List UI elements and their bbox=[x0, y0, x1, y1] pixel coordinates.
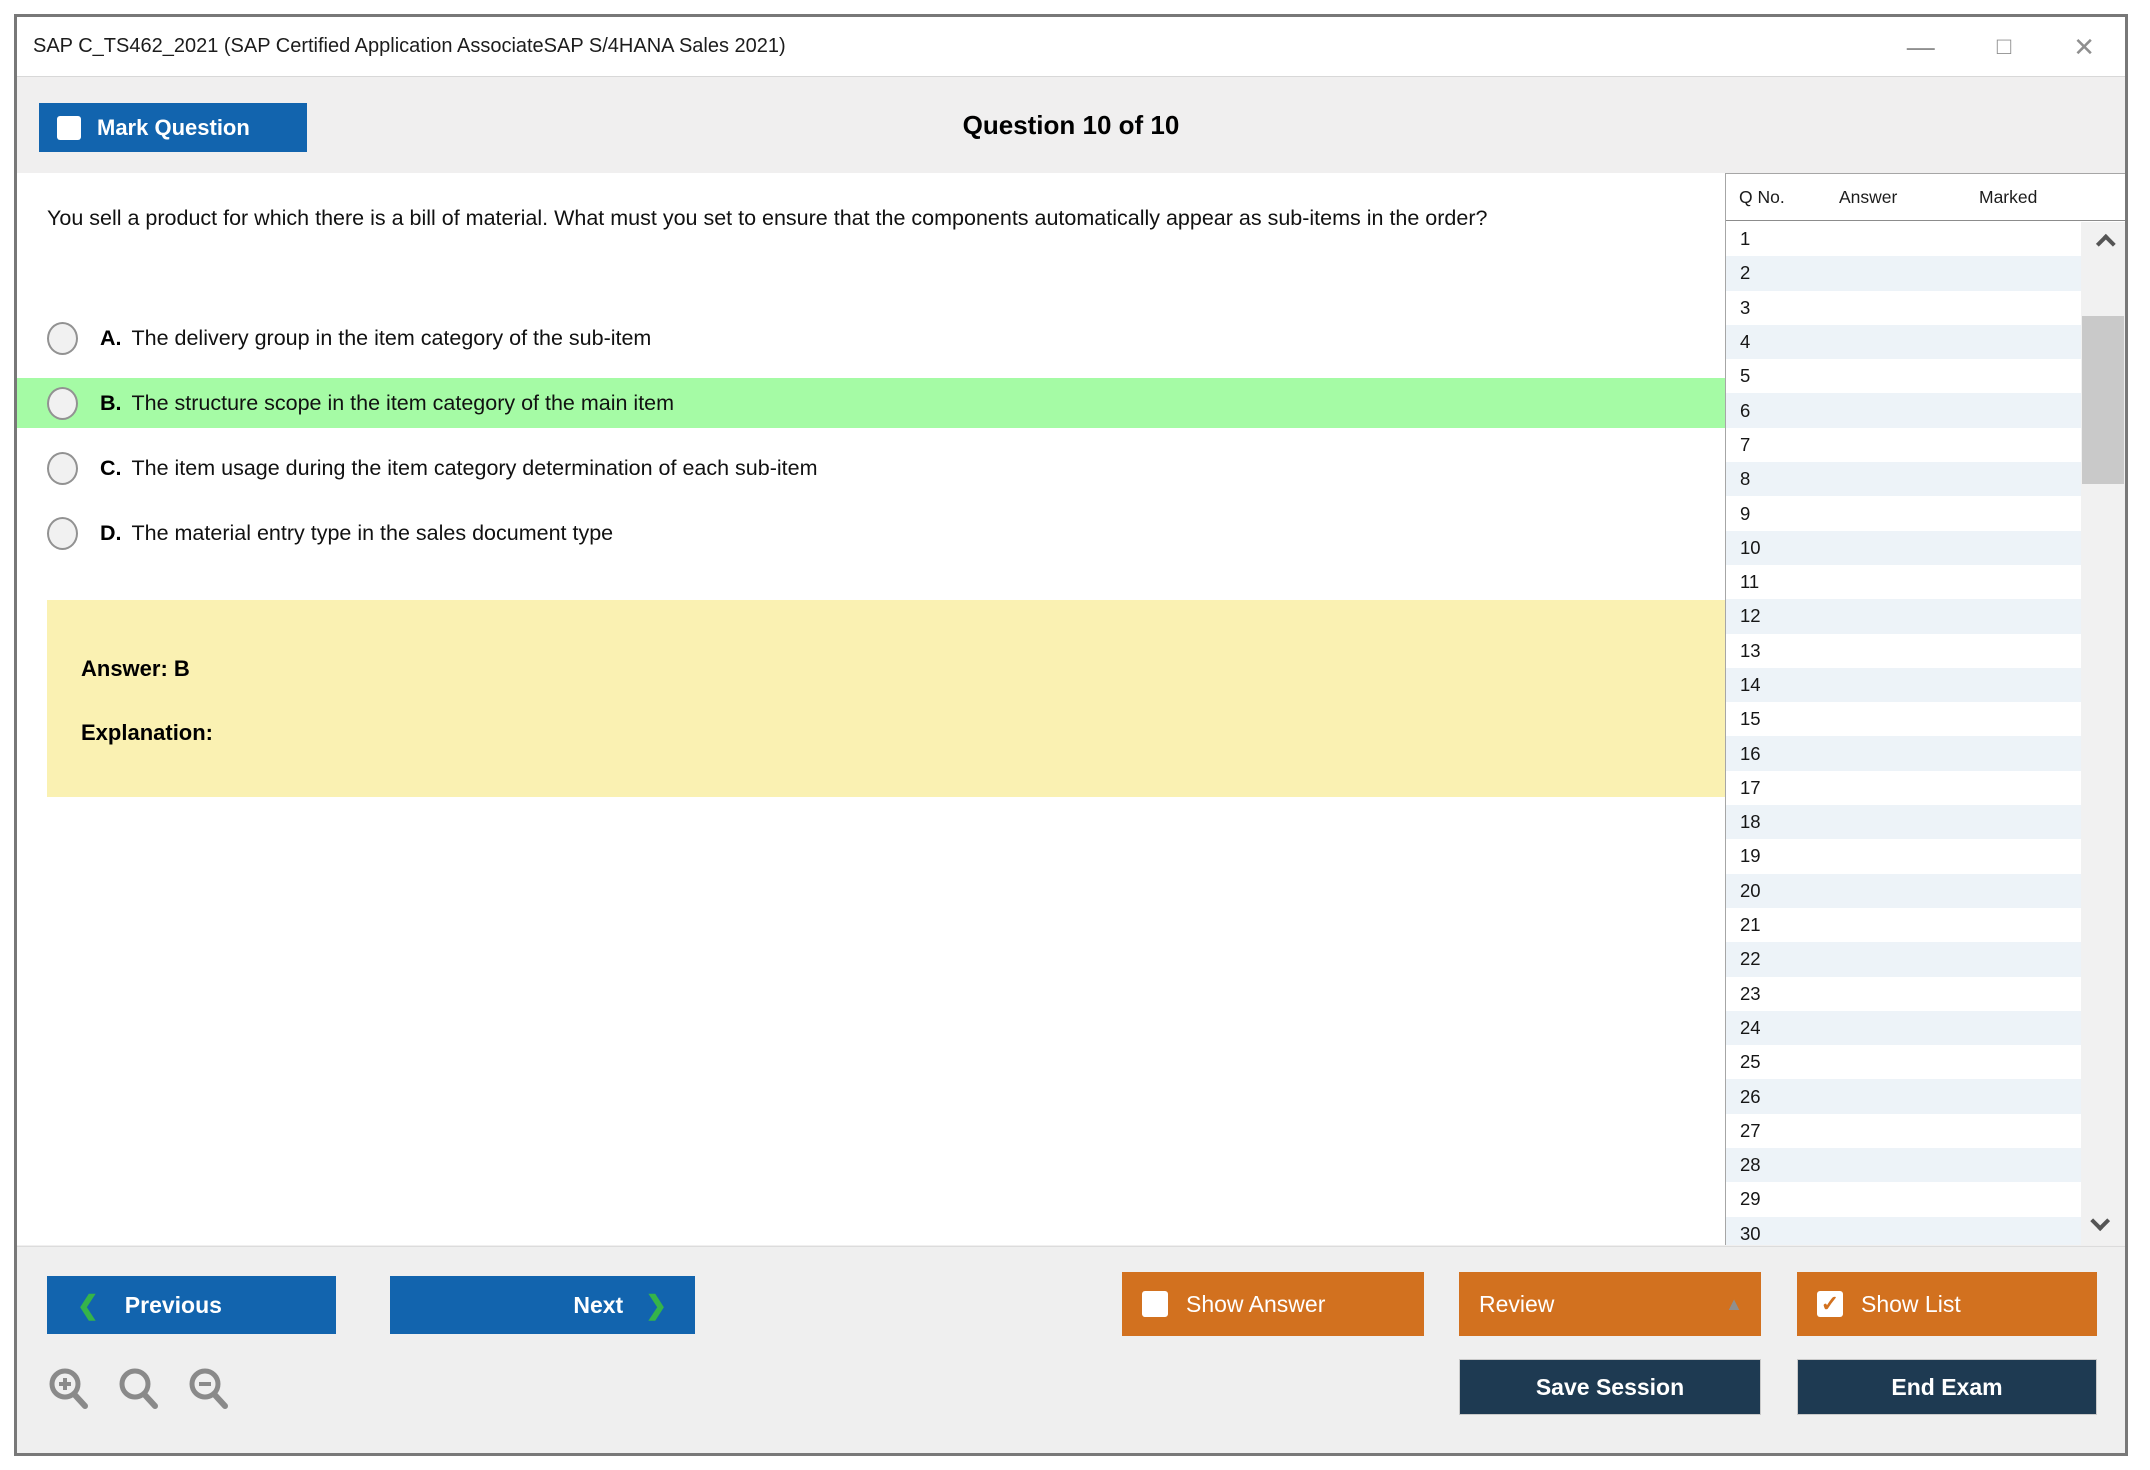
question-list-row-8[interactable] bbox=[1726, 462, 2081, 496]
question-number: 26 bbox=[1740, 1085, 1761, 1107]
radio-button-icon[interactable] bbox=[47, 452, 78, 485]
radio-button-icon[interactable] bbox=[47, 322, 78, 355]
next-button[interactable] bbox=[390, 1276, 695, 1334]
explanation-label: Explanation: bbox=[81, 720, 214, 745]
question-number: 20 bbox=[1740, 879, 1761, 901]
next-label: Next bbox=[573, 1291, 624, 1318]
question-list-row-21[interactable] bbox=[1726, 908, 2081, 942]
app-window bbox=[14, 14, 2128, 1456]
minimize-icon[interactable]: — bbox=[1906, 31, 1935, 62]
question-list-row-9[interactable] bbox=[1726, 496, 2081, 530]
question-list bbox=[1726, 222, 2081, 1245]
question-number: 15 bbox=[1740, 708, 1761, 730]
question-number: 8 bbox=[1740, 468, 1751, 490]
question-list-row-3[interactable] bbox=[1726, 291, 2081, 325]
mark-question-button[interactable] bbox=[39, 103, 307, 152]
show-list-button[interactable] bbox=[1797, 1272, 2097, 1336]
radio-button-icon[interactable] bbox=[47, 517, 78, 550]
scroll-down-icon bbox=[2090, 1211, 2110, 1231]
question-list-row-25[interactable] bbox=[1726, 1045, 2081, 1079]
question-list-row-2[interactable] bbox=[1726, 256, 2081, 290]
option-letter: A. bbox=[100, 325, 122, 350]
option-letter: D. bbox=[100, 520, 122, 545]
column-header-qno: Q No. bbox=[1739, 186, 1785, 207]
question-list-row-10[interactable] bbox=[1726, 531, 2081, 565]
maximize-icon[interactable]: □ bbox=[1996, 33, 2012, 60]
show-list-checked-checkbox-icon[interactable]: ✓ bbox=[1817, 1291, 1843, 1317]
review-button[interactable] bbox=[1459, 1272, 1761, 1336]
question-number: 28 bbox=[1740, 1154, 1761, 1176]
chevron-left-icon: ❮ bbox=[77, 1289, 99, 1320]
zoom-reset-icon[interactable] bbox=[115, 1365, 163, 1413]
question-list-row-14[interactable] bbox=[1726, 668, 2081, 702]
question-number: 24 bbox=[1740, 1016, 1761, 1038]
question-number: 25 bbox=[1740, 1051, 1761, 1073]
save-session-label: Save Session bbox=[1535, 1373, 1685, 1400]
question-number: 14 bbox=[1740, 674, 1761, 695]
option-letter: C. bbox=[100, 455, 122, 480]
question-counter: Question 10 of 10 bbox=[962, 110, 1180, 140]
window-title: SAP C_TS462_2021 (SAP Certified Application AssociateSAP S/4HANA Sales 2021) bbox=[33, 35, 786, 57]
mark-question-label: Mark Question bbox=[97, 114, 250, 140]
option-row-a[interactable] bbox=[17, 313, 1727, 363]
header-strip bbox=[17, 78, 2125, 173]
zoom-out-icon[interactable] bbox=[185, 1365, 233, 1413]
column-header-answer: Answer bbox=[1839, 186, 1898, 207]
scroll-down-button[interactable] bbox=[2081, 1205, 2125, 1243]
option-row-d[interactable] bbox=[17, 508, 1727, 558]
question-list-row-4[interactable] bbox=[1726, 325, 2081, 359]
question-list-row-1[interactable] bbox=[1726, 222, 2081, 256]
question-number: 29 bbox=[1740, 1188, 1761, 1210]
question-number: 19 bbox=[1740, 845, 1761, 867]
question-list-scrollbar[interactable] bbox=[2081, 222, 2125, 1245]
option-row-c[interactable] bbox=[17, 443, 1727, 493]
question-number: 6 bbox=[1740, 399, 1751, 421]
footer-bar bbox=[17, 1246, 2125, 1453]
question-list-row-23[interactable] bbox=[1726, 977, 2081, 1011]
question-number: 7 bbox=[1740, 433, 1751, 455]
question-list-row-16[interactable] bbox=[1726, 736, 2081, 770]
question-number: 10 bbox=[1740, 536, 1761, 558]
question-number: 16 bbox=[1740, 742, 1761, 764]
window-controls bbox=[1907, 17, 2095, 77]
question-number: 17 bbox=[1740, 776, 1761, 798]
question-list-header bbox=[1726, 174, 2125, 221]
scrollbar-thumb[interactable] bbox=[2082, 316, 2124, 484]
title-bar bbox=[17, 17, 2125, 77]
question-list-row-29[interactable] bbox=[1726, 1182, 2081, 1216]
radio-button-icon[interactable] bbox=[47, 387, 78, 420]
question-list-row-20[interactable] bbox=[1726, 874, 2081, 908]
show-answer-label: Show Answer bbox=[1186, 1290, 1326, 1317]
question-number: 21 bbox=[1740, 914, 1761, 936]
review-label: Review bbox=[1479, 1290, 1555, 1317]
zoom-in-icon[interactable] bbox=[45, 1365, 93, 1413]
question-list-row-18[interactable] bbox=[1726, 805, 2081, 839]
question-number: 18 bbox=[1740, 811, 1761, 833]
question-list-row-24[interactable] bbox=[1726, 1011, 2081, 1045]
options-list bbox=[17, 313, 1727, 573]
option-letter: B. bbox=[100, 390, 122, 415]
close-icon[interactable]: ✕ bbox=[2073, 32, 2095, 62]
show-list-label: Show List bbox=[1861, 1290, 1961, 1317]
question-number: 22 bbox=[1740, 948, 1761, 970]
question-list-row-22[interactable] bbox=[1726, 942, 2081, 976]
scroll-up-button[interactable] bbox=[2081, 222, 2125, 260]
option-text: The structure scope in the item category of the main item bbox=[131, 390, 675, 415]
question-number: 2 bbox=[1740, 262, 1751, 284]
question-number: 13 bbox=[1740, 639, 1761, 661]
question-list-row-26[interactable] bbox=[1726, 1079, 2081, 1113]
option-text: The item usage during the item category determination of each sub-item bbox=[131, 455, 818, 480]
triangle-up-icon: ▲ bbox=[1725, 1293, 1743, 1314]
answer-label: Answer: B bbox=[81, 656, 190, 681]
question-list-row-19[interactable] bbox=[1726, 839, 2081, 873]
answer-box bbox=[47, 600, 1728, 797]
question-number: 30 bbox=[1740, 1222, 1761, 1244]
scroll-up-icon bbox=[2096, 234, 2116, 254]
question-list-row-6[interactable] bbox=[1726, 393, 2081, 427]
previous-button[interactable] bbox=[47, 1276, 336, 1334]
show-answer-checkbox-icon[interactable] bbox=[1142, 1291, 1168, 1317]
question-list-row-15[interactable] bbox=[1726, 702, 2081, 736]
question-text: You sell a product for which there is a bill of material. What must you set to ensure that the components automatically appear as sub-items in the order? bbox=[47, 206, 1488, 230]
chevron-right-icon: ❯ bbox=[645, 1289, 667, 1320]
end-exam-button[interactable] bbox=[1797, 1359, 2097, 1415]
question-list-row-13[interactable] bbox=[1726, 634, 2081, 668]
question-number: 9 bbox=[1740, 502, 1751, 524]
question-number: 4 bbox=[1740, 331, 1751, 353]
question-list-row-12[interactable] bbox=[1726, 599, 2081, 633]
end-exam-label: End Exam bbox=[1891, 1373, 2003, 1400]
question-list-row-28[interactable] bbox=[1726, 1148, 2081, 1182]
question-list-row-11[interactable] bbox=[1726, 565, 2081, 599]
question-number: 5 bbox=[1740, 365, 1751, 387]
previous-label: Previous bbox=[124, 1291, 222, 1318]
question-number: 11 bbox=[1740, 571, 1760, 593]
zoom-toolbar bbox=[45, 1365, 233, 1413]
question-list-row-30[interactable] bbox=[1726, 1217, 2081, 1245]
question-number: 23 bbox=[1740, 982, 1761, 1004]
question-number: 27 bbox=[1740, 1119, 1761, 1141]
question-list-row-27[interactable] bbox=[1726, 1114, 2081, 1148]
question-number: 1 bbox=[1740, 228, 1751, 250]
save-session-button[interactable] bbox=[1459, 1359, 1761, 1415]
question-list-row-5[interactable] bbox=[1726, 359, 2081, 393]
question-list-sidebar bbox=[1725, 173, 2125, 1245]
question-list-row-7[interactable] bbox=[1726, 428, 2081, 462]
question-number: 12 bbox=[1740, 605, 1761, 627]
question-number: 3 bbox=[1740, 296, 1751, 318]
column-header-marked: Marked bbox=[1979, 186, 2038, 207]
option-text: The material entry type in the sales document type bbox=[131, 520, 614, 545]
mark-question-checkbox-icon[interactable] bbox=[57, 116, 81, 140]
show-answer-button[interactable] bbox=[1122, 1272, 1424, 1336]
option-text: The delivery group in the item category of the sub-item bbox=[131, 325, 652, 350]
option-row-b[interactable] bbox=[17, 378, 1727, 428]
question-list-row-17[interactable] bbox=[1726, 771, 2081, 805]
